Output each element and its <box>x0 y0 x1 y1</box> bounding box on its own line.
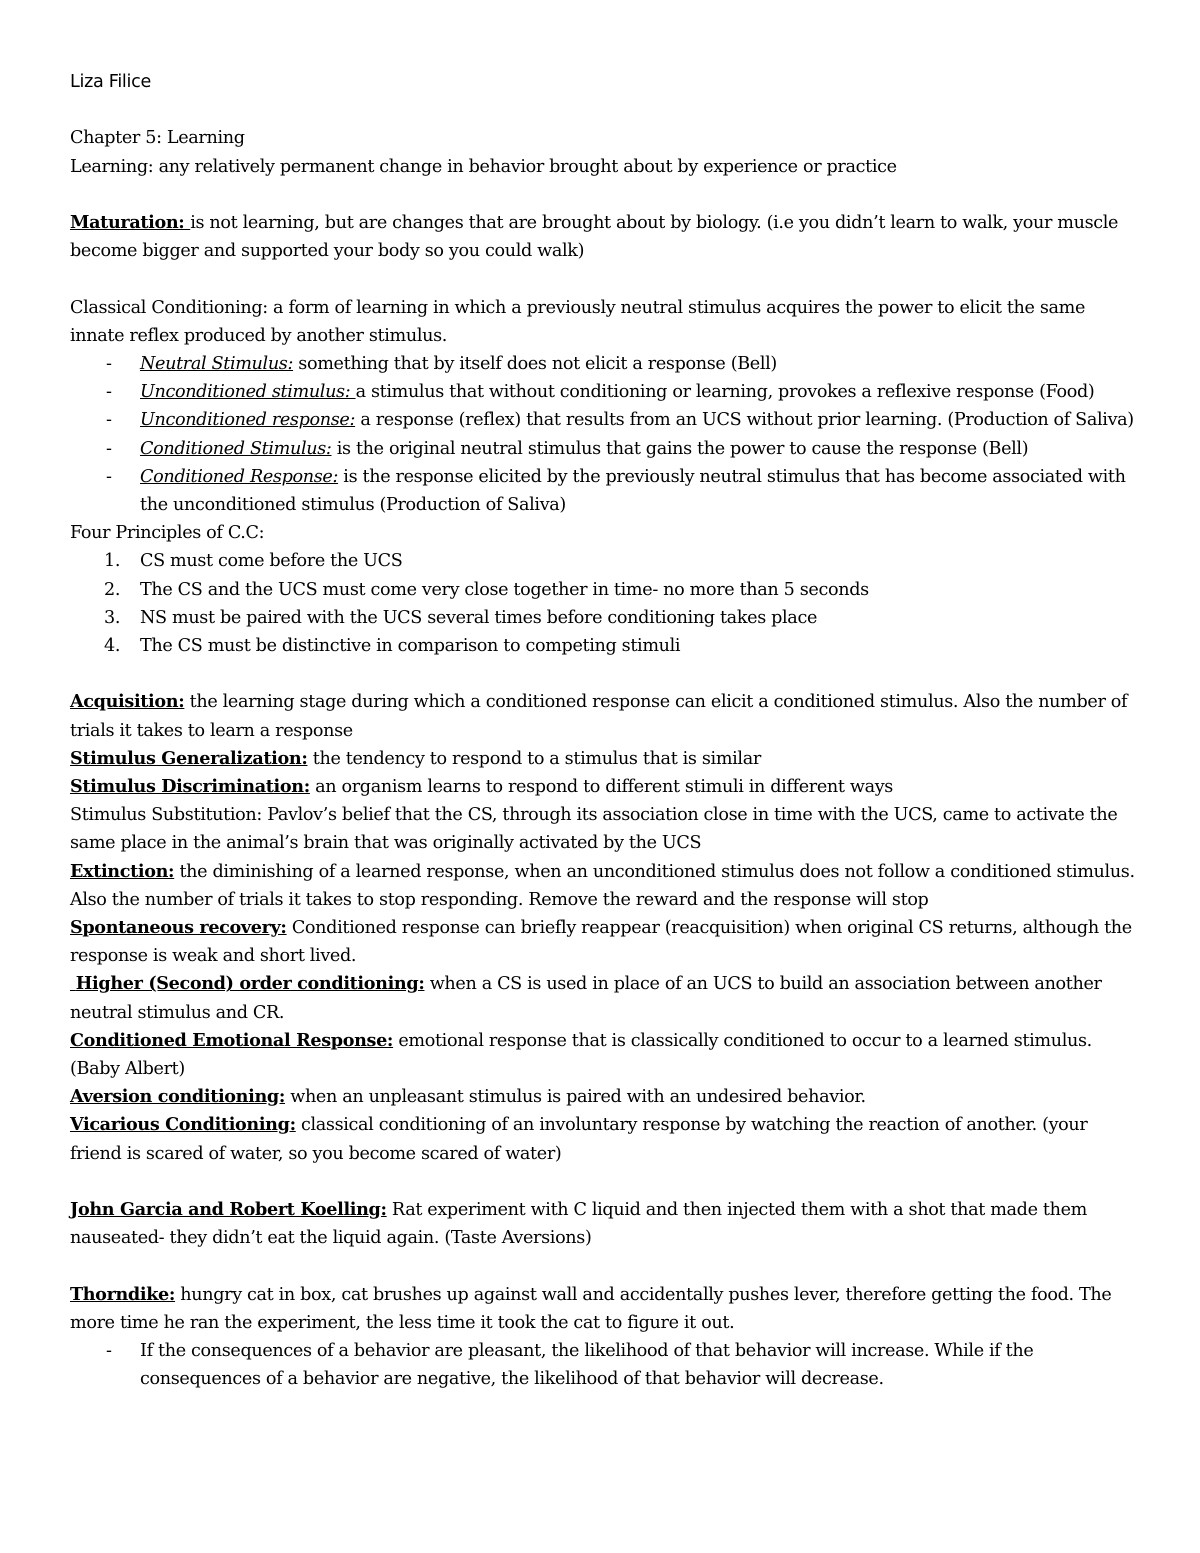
discrimination-term: Stimulus Discrimination: <box>70 776 310 798</box>
item-text: The CS and the UCS must come very close together in time- no more than 5 seconds <box>140 579 869 600</box>
list-item <box>70 463 1140 519</box>
list-item <box>70 406 1140 434</box>
item-term: Conditioned Response: <box>140 466 339 487</box>
emotional-response-text: emotional response that is classically conditioned to occur to a learned stimulus. (Baby Albert) <box>70 1030 1092 1080</box>
blank-line <box>70 96 1140 124</box>
principles-heading: Four Principles of C.C: <box>70 523 265 544</box>
item-text: a stimulus that without conditioning or learning, provokes a reflexive response (Food) <box>355 382 1095 403</box>
list-item <box>70 350 1140 378</box>
blank-line <box>70 265 1140 293</box>
spontaneous-recovery-text: Conditioned response can briefly reappear (reacquisition) when original CS returns, although the response is weak and short lived. <box>70 918 1132 967</box>
extinction-paragraph <box>70 858 1140 914</box>
thorndike-paragraph <box>70 1281 1140 1337</box>
item-text: is the response elicited by the previously neutral stimulus that has become associated with the unconditioned stimulus (Production of Saliva) <box>140 466 1126 515</box>
author-name: Liza Filice <box>70 72 152 92</box>
maturation-term: Maturation: <box>70 211 191 233</box>
item-term: Neutral Stimulus: <box>140 353 294 374</box>
learning-definition: Learning: any relatively permanent change in behavior brought about by experience or practice <box>70 156 897 177</box>
item-text: is the original neutral stimulus that gains the power to cause the response (Bell) <box>331 438 1029 459</box>
classical-conditioning-definition: Classical Conditioning: a form of learning in which a previously neutral stimulus acquires the power to elicit the same innate reflex produced by another stimulus. <box>70 297 1086 346</box>
stimulus-list <box>70 350 1140 519</box>
vicarious-paragraph <box>70 1111 1140 1167</box>
vicarious-term: Vicarious Conditioning: <box>70 1114 296 1136</box>
substitution-paragraph: Stimulus Substitution: Pavlov’s belief that the CS, through its association close in time with the UCS, came to activate the same place in the animal’s brain that was originally activated by the UCS <box>70 805 1118 854</box>
dash-marker: - <box>106 353 112 374</box>
thorndike-list <box>70 1337 1140 1393</box>
list-item <box>70 435 1140 463</box>
list-item <box>70 576 1140 604</box>
list-item <box>70 547 1140 575</box>
number-marker: 1. <box>104 551 121 572</box>
vicarious-text: classical conditioning of an involuntary response by watching the reaction of another. (your friend is scared of water, so you become scared of water) <box>70 1115 1088 1164</box>
aversion-term: Aversion conditioning: <box>70 1086 285 1108</box>
discrimination-paragraph <box>70 773 1140 801</box>
higher-order-text: when a CS is used in place of an UCS to build an association between another neutral stimulus and CR. <box>70 974 1102 1023</box>
item-term: Unconditioned response: <box>140 410 356 431</box>
dash-marker: - <box>106 438 112 459</box>
list-item <box>70 632 1140 660</box>
dash-marker: - <box>106 410 112 431</box>
spontaneous-recovery-term: Spontaneous recovery: <box>70 917 287 939</box>
aversion-text: when an unpleasant stimulus is paired with an undesired behavior. <box>285 1087 866 1108</box>
dash-marker: - <box>106 1341 112 1362</box>
garcia-text: Rat experiment with C liquid and then injected them with a shot that made them nauseated- they didn’t eat the liquid again. (Taste Aversions) <box>70 1200 1087 1249</box>
emotional-response-paragraph <box>70 1027 1140 1083</box>
extinction-term: Extinction: <box>70 860 175 882</box>
generalization-paragraph <box>70 745 1140 773</box>
list-item <box>70 1337 1140 1393</box>
list-item <box>70 378 1140 406</box>
acquisition-paragraph <box>70 688 1140 744</box>
acquisition-text: the learning stage during which a conditioned response can elicit a conditioned stimulus. Also the number of trials it takes to learn a response <box>70 692 1128 741</box>
list-item <box>70 604 1140 632</box>
spontaneous-recovery-paragraph <box>70 914 1140 970</box>
emotional-response-term: Conditioned Emotional Response: <box>70 1029 394 1051</box>
maturation-paragraph <box>70 209 1140 265</box>
blank-line <box>70 660 1140 688</box>
item-text: The CS must be distinctive in comparison to competing stimuli <box>140 636 681 657</box>
item-text: CS must come before the UCS <box>140 551 403 572</box>
number-marker: 2. <box>104 579 121 600</box>
discrimination-text: an organism learns to respond to different stimuli in different ways <box>309 777 893 798</box>
item-text: NS must be paired with the UCS several times before conditioning takes place <box>140 607 818 628</box>
garcia-paragraph <box>70 1196 1140 1252</box>
item-text: a response (reflex) that results from an UCS without prior learning. (Production of Saliva) <box>355 410 1134 431</box>
item-term: Conditioned Stimulus: <box>140 438 332 459</box>
thorndike-text: hungry cat in box, cat brushes up against wall and accidentally pushes lever, therefore getting the food. The more time he ran the experiment, the less time it took the cat to figure it out. <box>70 1284 1112 1333</box>
maturation-text: is not learning, but are changes that are brought about by biology. (i.e you didn’t learn to walk, your muscle become bigger and supported your body so you could walk) <box>70 212 1119 262</box>
generalization-text: the tendency to respond to a stimulus that is similar <box>307 748 761 769</box>
higher-order-paragraph <box>70 970 1140 1026</box>
blank-line <box>70 1252 1140 1280</box>
blank-line <box>70 1168 1140 1196</box>
dash-marker: - <box>106 382 112 403</box>
garcia-term: John Garcia and Robert Koelling: <box>70 1199 387 1221</box>
thorndike-term: Thorndike: <box>70 1283 176 1305</box>
item-text: something that by itself does not elicit a response (Bell) <box>293 353 777 374</box>
item-term: Unconditioned stimulus: <box>140 382 356 403</box>
number-marker: 4. <box>104 636 121 657</box>
chapter-title: Chapter 5: Learning <box>70 128 245 149</box>
acquisition-term: Acquisition: <box>70 691 185 713</box>
higher-order-term: Higher (Second) order conditioning: <box>75 973 425 995</box>
extinction-text: the diminishing of a learned response, when an unconditioned stimulus does not follow a conditioned stimulus. Also the number of trials it takes to stop responding. Remove the reward and the response will stop <box>70 861 1135 910</box>
principles-list <box>70 547 1140 660</box>
blank-line <box>70 181 1140 209</box>
number-marker: 3. <box>104 607 121 628</box>
item-text: If the consequences of a behavior are pleasant, the likelihood of that behavior will increase. While if the consequences of a behavior are negative, the likelihood of that behavior will decrease. <box>140 1341 1034 1390</box>
dash-marker: - <box>106 466 112 487</box>
generalization-term: Stimulus Generalization: <box>70 747 308 769</box>
aversion-paragraph <box>70 1083 1140 1111</box>
